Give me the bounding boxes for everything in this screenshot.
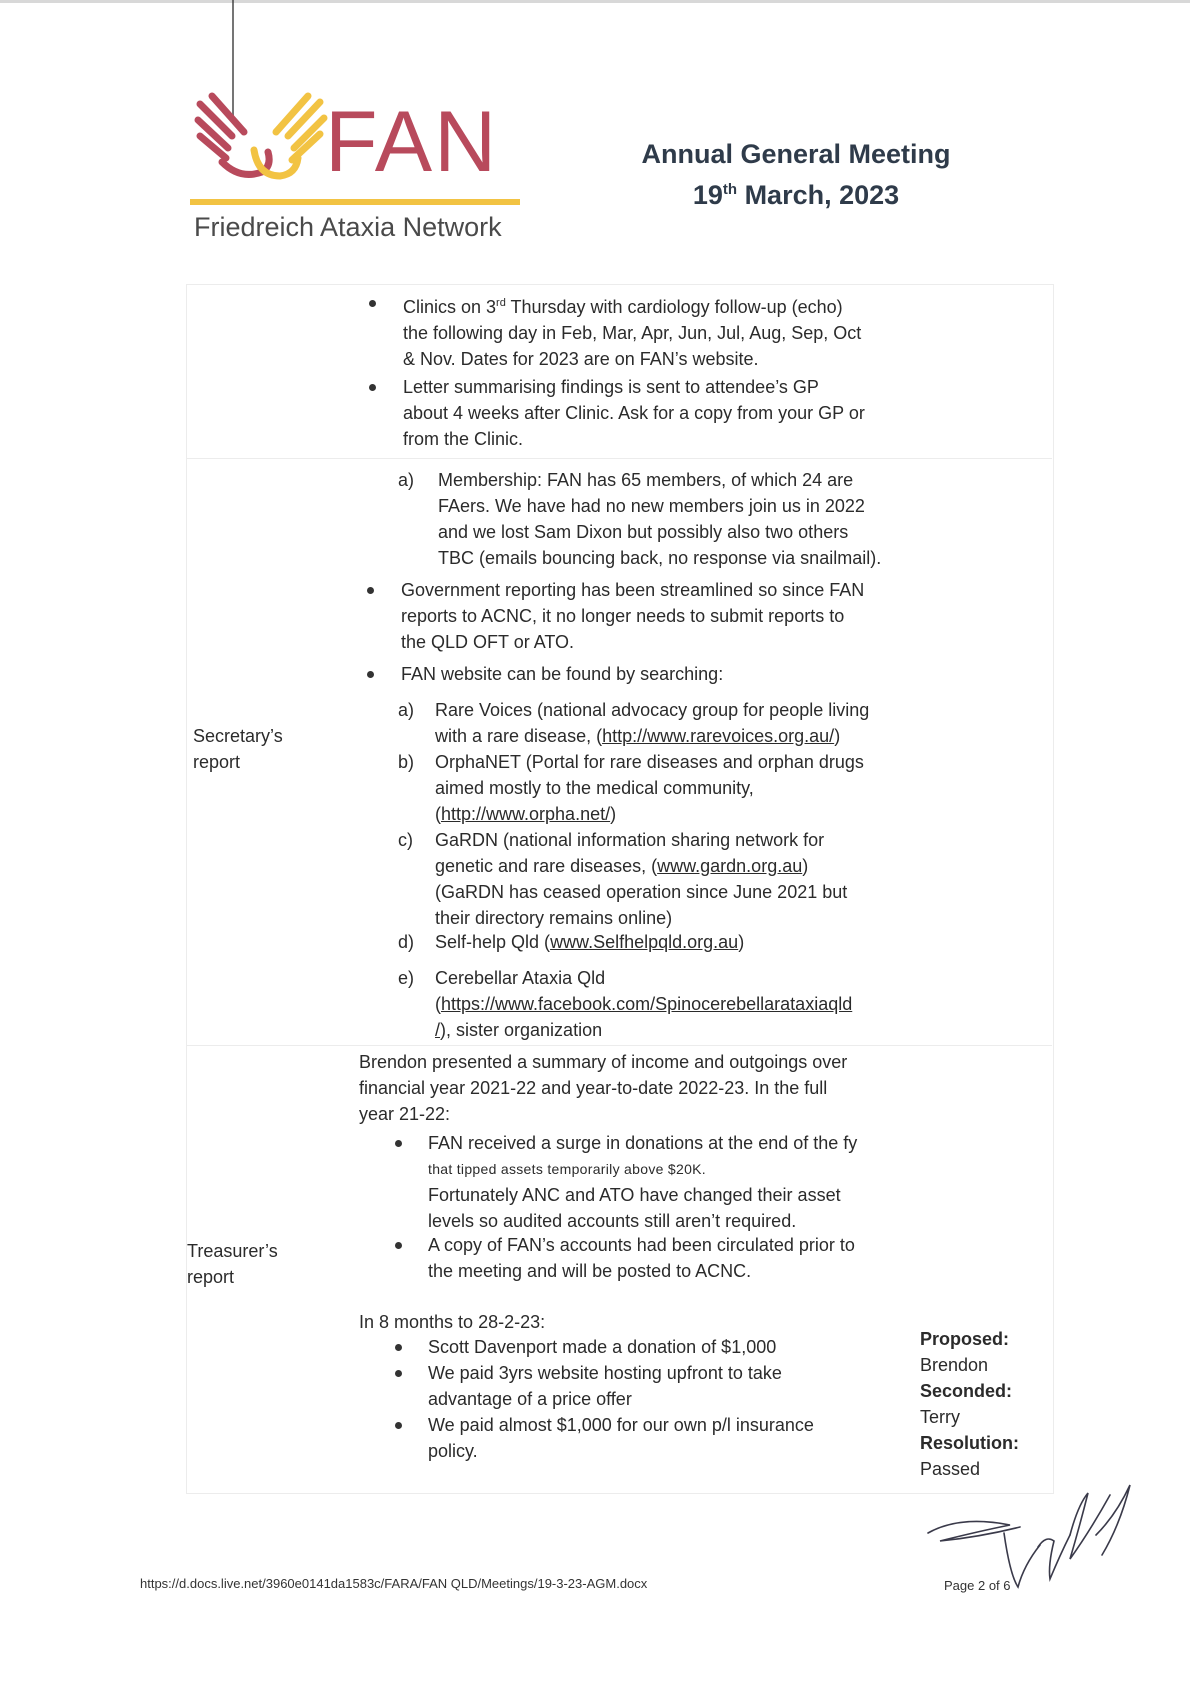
row-divider bbox=[186, 1045, 1052, 1046]
rarevoices-link[interactable]: http://www.rarevoices.org.au/ bbox=[602, 726, 835, 746]
bullet-icon bbox=[395, 1344, 402, 1351]
logo-underline bbox=[190, 199, 520, 205]
months-intro: In 8 months to 28-2-23: bbox=[359, 1312, 546, 1332]
treasurer-report-label: Treasurer’s report bbox=[187, 1241, 278, 1287]
bullet-icon bbox=[367, 587, 374, 594]
secretary-report-label: Secretary’s report bbox=[193, 726, 283, 772]
months-bullet-hosting: We paid 3yrs website hosting upfront to take advantage of a price offer bbox=[428, 1363, 782, 1409]
fy-accounts-bullet: A copy of FAN’s accounts had been circulated prior to the meeting and will be posted to ACNC. bbox=[428, 1235, 855, 1281]
bullet-icon bbox=[395, 1422, 402, 1429]
resolution-block bbox=[920, 1326, 1050, 1482]
selfhelp-link[interactable]: www.Selfhelpqld.org.au bbox=[550, 932, 739, 952]
date-day: 19 bbox=[692, 180, 723, 210]
bullet-icon bbox=[369, 300, 376, 307]
meeting-title-line1: Annual General Meeting bbox=[641, 139, 951, 169]
fy-donations-bullet: FAN received a surge in donations at the end of the fy that tipped assets temporarily above $20K. Fortunately ANC and ATO have changed their asset levels so audited accounts still aren’t required. bbox=[428, 1133, 858, 1231]
treasurer-intro: Brendon presented a summary of income and outgoings over financial year 2021-22 and year-to-date 2022-23. In the full year 21-22: bbox=[359, 1052, 848, 1124]
site-gardn: c) GaRDN (national information sharing network for genetic and rare diseases, (www.gardn.org.au) (GaRDN has ceased operation since June 2021 but their directory remains online) bbox=[398, 830, 848, 928]
months-bullet-insurance: We paid almost $1,000 for our own p/l insurance policy. bbox=[428, 1415, 814, 1461]
date-suffix: th bbox=[722, 181, 738, 198]
row-divider bbox=[186, 458, 1052, 459]
orphanet-link[interactable]: http://www.orpha.net/ bbox=[441, 804, 611, 824]
bullet-icon bbox=[367, 671, 374, 678]
meeting-date bbox=[626, 172, 966, 213]
website-intro-bullet: FAN website can be found by searching: bbox=[401, 664, 724, 684]
resolution-value: Passed bbox=[920, 1459, 981, 1479]
date-rest: March, 2023 bbox=[737, 180, 900, 210]
government-reporting-bullet: Government reporting has been streamlined so since FAN reports to ACNC, it no longer needs to submit reports to the QLD OFT or ATO. bbox=[401, 580, 865, 652]
site-cerebellar-ataxia: e) Cerebellar Ataxia Qld (https://www.facebook.com/Spinocerebellarataxiaqld /), sister organization bbox=[398, 968, 853, 1040]
bullet-icon bbox=[369, 384, 376, 391]
resolution-label: Resolution: bbox=[920, 1433, 1019, 1453]
gardn-link[interactable]: www.gardn.org.au bbox=[657, 856, 803, 876]
fan-logo bbox=[190, 92, 525, 242]
proposed-value: Brendon bbox=[920, 1355, 989, 1375]
bullet-icon bbox=[395, 1140, 402, 1147]
proposed-label: Proposed: bbox=[920, 1329, 1010, 1349]
site-rare-voices: a) Rare Voices (national advocacy group for people living with a rare disease, (http://www.rarevoices.org.au/) bbox=[398, 700, 870, 746]
site-selfhelp: d) Self-help Qld (www.Selfhelpqld.org.au) bbox=[398, 932, 745, 952]
logo-subtitle: Friedreich Ataxia Network bbox=[194, 212, 502, 242]
hands-logo-icon bbox=[192, 92, 332, 192]
seconded-label: Seconded: bbox=[920, 1381, 1013, 1401]
clinic-bullet-1: Clinics on 3rd Thursday with cardiology follow-up (echo) the following day in Feb, Mar, Apr, Jun, Jul, Aug, Sep, Oct & Nov. Dates for 2023 are on FAN’s website. bbox=[403, 297, 862, 369]
facebook-link[interactable]: https://www.facebook.com/Spinocerebellarataxiaqld bbox=[441, 994, 853, 1014]
meeting-title bbox=[626, 136, 966, 213]
scan-edge bbox=[0, 0, 1190, 3]
bullet-icon bbox=[395, 1370, 402, 1377]
footer-file-path: https://d.docs.live.net/3960e0141da1583c/FARA/FAN QLD/Meetings/19-3-23-AGM.docx bbox=[140, 1576, 648, 1591]
clinic-bullet-2: Letter summarising findings is sent to attendee’s GP about 4 weeks after Clinic. Ask for a copy from your GP or from the Clinic. bbox=[403, 377, 865, 449]
site-orphanet: b) OrphaNET (Portal for rare diseases and orphan drugs aimed mostly to the medical community, (http://www.orpha.net/) bbox=[398, 752, 864, 824]
seconded-value: Terry bbox=[920, 1407, 960, 1427]
membership-item: a) Membership: FAN has 65 members, of which 24 are FAers. We have had no new members join us in 2022 and we lost Sam Dixon but possibly also two others TBC (emails bouncing back, no response via snailmail). bbox=[398, 470, 882, 568]
bullet-icon bbox=[395, 1242, 402, 1249]
page-number: Page 2 of 6 bbox=[944, 1578, 1011, 1593]
months-bullet-donation: Scott Davenport made a donation of $1,000 bbox=[428, 1337, 777, 1357]
facebook-link-tail[interactable]: / bbox=[435, 1020, 441, 1040]
logo-wordmark: FAN bbox=[325, 94, 499, 190]
